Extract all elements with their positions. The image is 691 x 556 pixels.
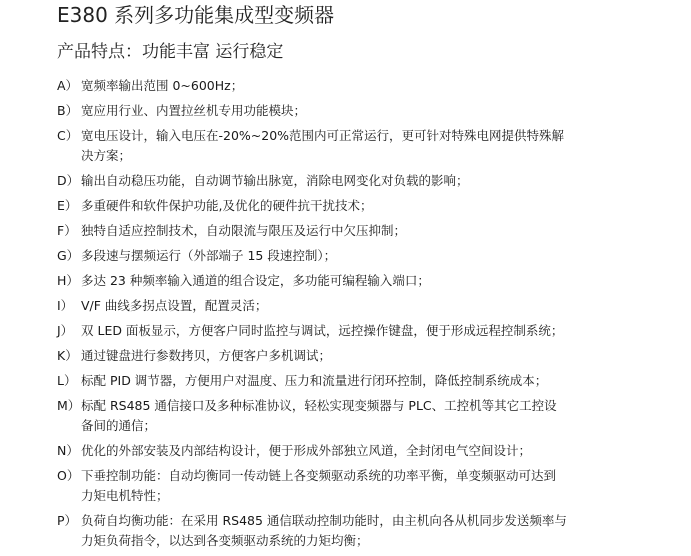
feature-text-line: 备间的通信； [81,418,157,433]
feature-text-line: 下垂控制功能：自动均衡同一传动链上各变频驱动系统的功率平衡，单变频驱动可达到 [81,468,557,483]
feature-item [57,346,657,366]
feature-letter: B） [57,103,79,118]
feature-item [57,466,657,506]
feature-letter: H） [57,273,79,288]
feature-text [81,271,657,291]
feature-text [81,346,657,366]
feature-text-line: 通过键盘进行参数拷贝，方便客户多机调试； [81,348,332,363]
feature-text [81,171,657,191]
feature-text [81,321,657,341]
feature-text [81,101,657,121]
section-heading: 产品特点：功能丰富 运行稳定 [57,42,284,62]
feature-item [57,246,657,266]
feature-text-line: 标配 RS485 通信接口及多种标准协议，轻松实现变频器与 PLC、工控机等其它工控设 [81,398,557,413]
feature-text [81,196,657,216]
feature-text [81,441,657,461]
feature-item [57,371,657,391]
feature-text [81,126,657,166]
feature-letter: O） [57,468,80,483]
feature-letter: A） [57,78,79,93]
feature-text-line: 输出自动稳压功能，自动调节输出脉宽，消除电网变化对负载的影响； [81,173,469,188]
feature-letter: C） [57,128,79,143]
feature-text [81,466,657,506]
feature-letter: E） [57,198,78,213]
feature-text-line: 力矩电机特性； [81,488,169,503]
feature-letter: J） [57,323,74,338]
feature-letter: G） [57,248,80,263]
feature-letter: F） [57,223,77,238]
feature-text-line: 宽应用行业、内置拉丝机专用功能模块； [81,103,307,118]
feature-letter: P） [57,513,78,528]
feature-letter: K） [57,348,78,363]
feature-item [57,126,657,166]
feature-item [57,271,657,291]
document-title: E380 系列多功能集成型变频器 [57,3,335,27]
feature-letter: I） [57,298,74,313]
feature-letter: M） [57,398,81,413]
feature-item [57,296,657,316]
feature-text-line: 双 LED 面板显示，方便客户同时监控与调试，远控操作键盘，便于形成远程控制系统； [81,323,564,338]
feature-text [81,246,657,266]
feature-text-line: 决方案； [81,148,132,163]
feature-text-line: 独特自适应控制技术，自动限流与限压及运行中欠压抑制； [81,223,407,238]
feature-text-line: 宽电压设计，输入电压在-20%~20%范围内可正常运行，更可针对特殊电网提供特殊解 [81,128,565,143]
feature-item [57,101,657,121]
feature-item [57,511,657,551]
feature-letter: D） [57,173,80,188]
feature-list [57,76,657,556]
feature-letter: L） [57,373,77,388]
feature-text [81,296,657,316]
feature-text-line: 标配 PID 调节器，方便用户对温度、压力和流量进行闭环控制，降低控制系统成本； [81,373,548,388]
feature-text-line: 宽频率输出范围 0~600Hz； [81,78,244,93]
feature-text-line: 优化的外部安装及内部结构设计，便于形成外部独立风道，全封闭电气空间设计； [81,443,532,458]
feature-text [81,371,657,391]
feature-text-line: 多重硬件和软件保护功能,及优化的硬件抗干扰技术； [81,198,373,213]
feature-text [81,511,657,551]
feature-item [57,171,657,191]
feature-item [57,76,657,96]
feature-text-line: V/F 曲线多拐点设置，配置灵活； [81,298,268,313]
feature-item [57,441,657,461]
feature-text-line: 多段速与摆频运行（外部端子 15 段速控制）； [81,248,337,263]
feature-text-line: 力矩负荷指令，以达到各变频驱动系统的力矩均衡； [81,533,369,548]
feature-text [81,76,657,96]
feature-item [57,321,657,341]
feature-text-line: 多达 23 种频率输入通道的组合设定，多功能可编程输入端口； [81,273,430,288]
feature-text-line: 负荷自均衡功能：在采用 RS485 通信联动控制功能时，由主机向各从机同步发送频率与 [81,513,567,528]
feature-item [57,221,657,241]
feature-letter: N） [57,443,79,458]
feature-text [81,396,657,436]
feature-text [81,221,657,241]
feature-item [57,396,657,436]
feature-item [57,196,657,216]
